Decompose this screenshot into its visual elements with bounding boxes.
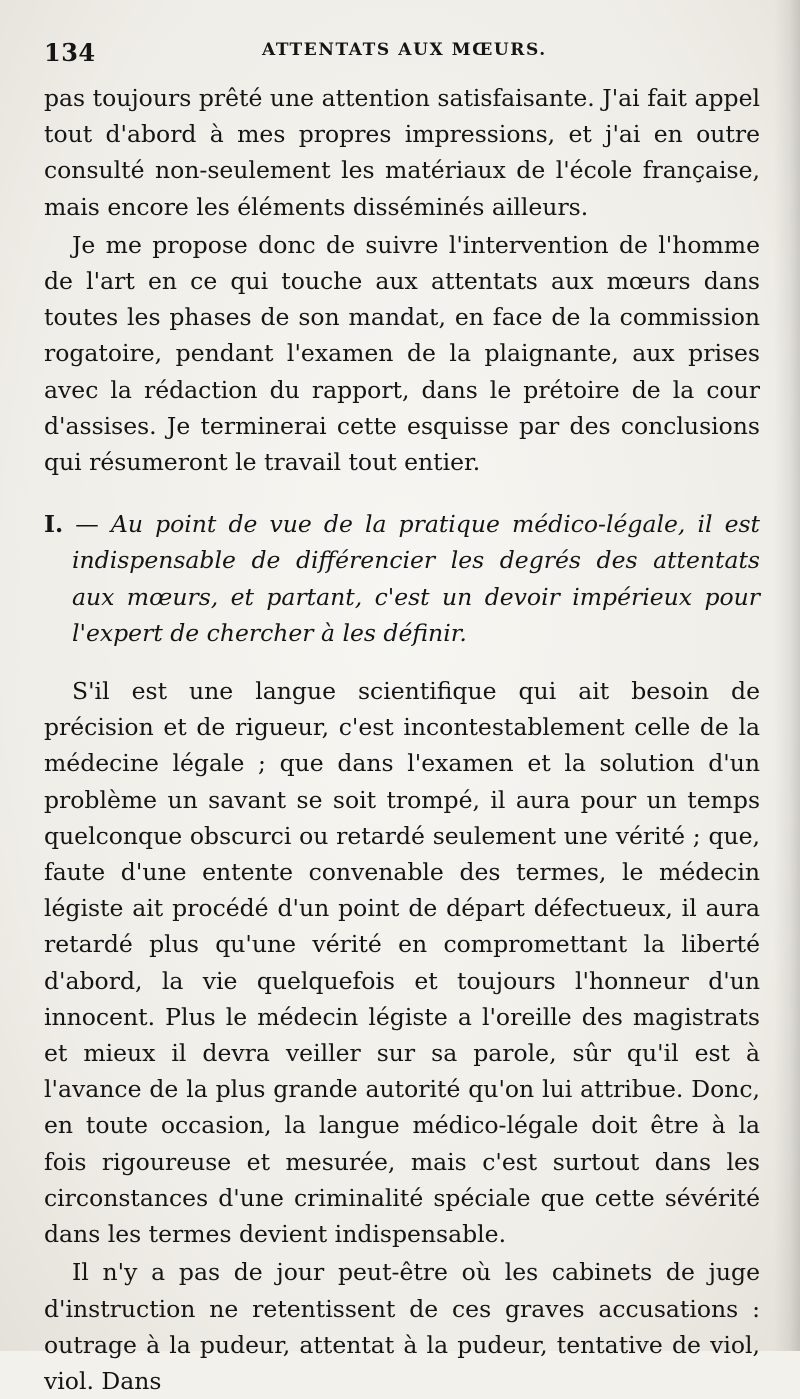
- page-edge-shadow: [774, 0, 800, 1351]
- section-numeral: I.: [44, 510, 64, 539]
- page-number: 134: [44, 38, 96, 67]
- section-heading-text: Au point de vue de la pratique médico-légale, il est indispensable de différencier les degrés des attentats aux mœurs, et partant, c'est un devoir impérieux pour l'expert de chercher à les définir.: [72, 510, 760, 647]
- body-text: [44, 80, 760, 1399]
- paragraph-plan: Je me propose donc de suivre l'intervention de l'homme de l'art en ce qui touche aux attentats aux mœurs dans toutes les phases de son mandat, en face de la commission rogatoire, pendant l'examen de la plaignante, aux prises avec la rédaction du rapport, dans le prétoire de la cour d'assises. Je terminerai cette esquisse par des conclusions qui résumeront le travail tout entier.: [44, 230, 760, 477]
- running-header: [44, 34, 760, 74]
- section-heading-i: [44, 506, 760, 651]
- paragraph-precision: S'il est une langue scientifique qui ait besoin de précision et de rigueur, c'est incontestablement celle de la médecine légale ; que dans l'examen et la solution d'un problème un savant se soit trompé, il aura pour un temps quelconque obscurci ou retardé seulement une vérité ; que, faute d'une entente convenable des termes, le médecin légiste ait procédé d'un point de départ défectueux, il aura retardé plus qu'une vérité en compromettant la liberté d'abord, la vie quelquefois et toujours l'honneur d'un innocent. Plus le médecin légiste a l'oreille des magistrats et mieux il devra veiller sur sa parole, sûr qu'il est à l'avance de la plus grande autorité qu'on lui attribue. Donc, en toute occasion, la langue médico-légale doit être à la fois rigoureuse et mesurée, mais c'est surtout dans les circonstances d'une criminalité spéciale que cette sévérité dans les termes devient indispensable.: [44, 677, 760, 1249]
- paragraph-accusations: Il n'y a pas de jour peut-être où les cabinets de juge d'instruction ne retentissent de ces graves accusations : outrage à la pudeur, attentat à la pudeur, tentative de viol, viol. Dans: [44, 1258, 760, 1395]
- paragraph-continued: pas toujours prêté une attention satisfaisante. J'ai fait appel tout d'abord à mes propres impressions, et j'ai en outre consulté non-seulement les matériaux de l'école française, mais encore les éléments disséminés ailleurs.: [44, 84, 760, 221]
- running-title: ATTENTATS AUX MŒURS.: [262, 40, 547, 60]
- section-dash: —: [75, 510, 99, 539]
